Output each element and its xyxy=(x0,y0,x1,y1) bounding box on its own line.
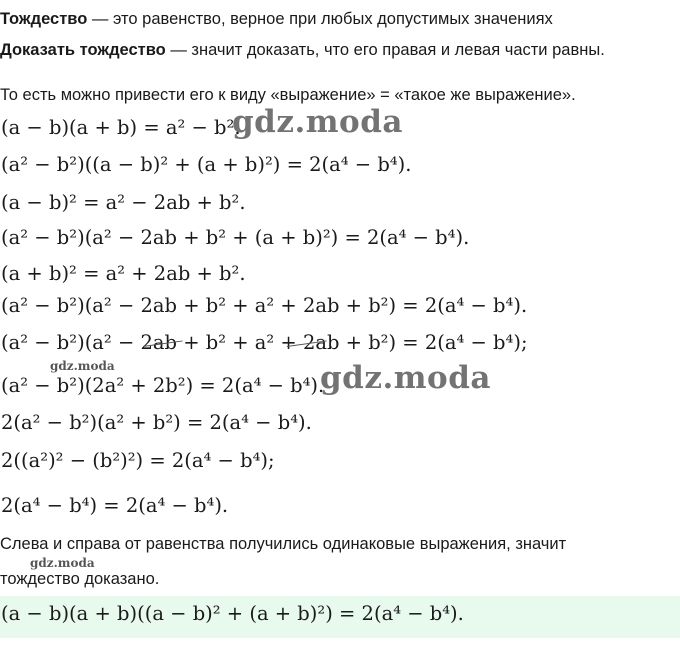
conclusion-line-2: тождество доказано. xyxy=(0,570,160,588)
step-4: (a² − b²)(a² − 2ab + b² + (a + b)²) = 2(a⁴ − b⁴). xyxy=(1,226,470,249)
watermark-large-top: gdz.moda xyxy=(232,104,403,140)
definition-identity xyxy=(0,10,553,29)
step-2: (a² − b²)((a − b)² + (a + b)²) = 2(a⁴ − b⁴). xyxy=(1,153,412,176)
watermark-small-bottom: gdz.moda xyxy=(30,556,95,570)
step-5: (a + b)² = a² + 2ab + b². xyxy=(1,262,246,285)
step-6: (a² − b²)(a² − 2ab + b² + a² + 2ab + b²) = 2(a⁴ − b⁴). xyxy=(1,294,528,317)
step-7: (a² − b²)(a² − 2ab + b² + a² + 2ab + b²) = 2(a⁴ − b⁴); xyxy=(1,331,528,354)
step-9: 2(a² − b²)(a² + b²) = 2(a⁴ − b⁴). xyxy=(1,411,312,434)
step-1: (a − b)(a + b) = a² − b². xyxy=(1,116,241,139)
definition-identity-text: — это равенство, верное при любых допустимых значениях xyxy=(87,10,553,28)
step-8: (a² − b²)(2a² + 2b²) = 2(a⁴ − b⁴). xyxy=(1,374,325,397)
step-10: 2((a²)² − (b²)²) = 2(a⁴ − b⁴); xyxy=(1,449,275,472)
definition-prove-text: — значит доказать, что его правая и левая части равны. xyxy=(165,41,605,59)
step-11: 2(a⁴ − b⁴) = 2(a⁴ − b⁴). xyxy=(1,494,229,517)
watermark-small-middle: gdz.moda xyxy=(50,359,115,373)
watermark-large-middle: gdz.moda xyxy=(320,360,491,396)
step-3: (a − b)² = a² − 2ab + b². xyxy=(1,191,246,214)
definition-prove xyxy=(0,41,605,60)
answer-expression: (a − b)(a + b)((a − b)² + (a + b)²) = 2(a⁴ − b⁴). xyxy=(1,602,464,625)
conclusion-line-1: Слева и справа от равенства получились одинаковые выражения, значит xyxy=(0,535,567,553)
intro-text: То есть можно привести его к виду «выражение» = «такое же выражение». xyxy=(0,86,576,104)
term-prove: Доказать тождество xyxy=(0,41,166,59)
term-identity: Тождество xyxy=(0,10,88,28)
answer-box xyxy=(0,596,680,638)
